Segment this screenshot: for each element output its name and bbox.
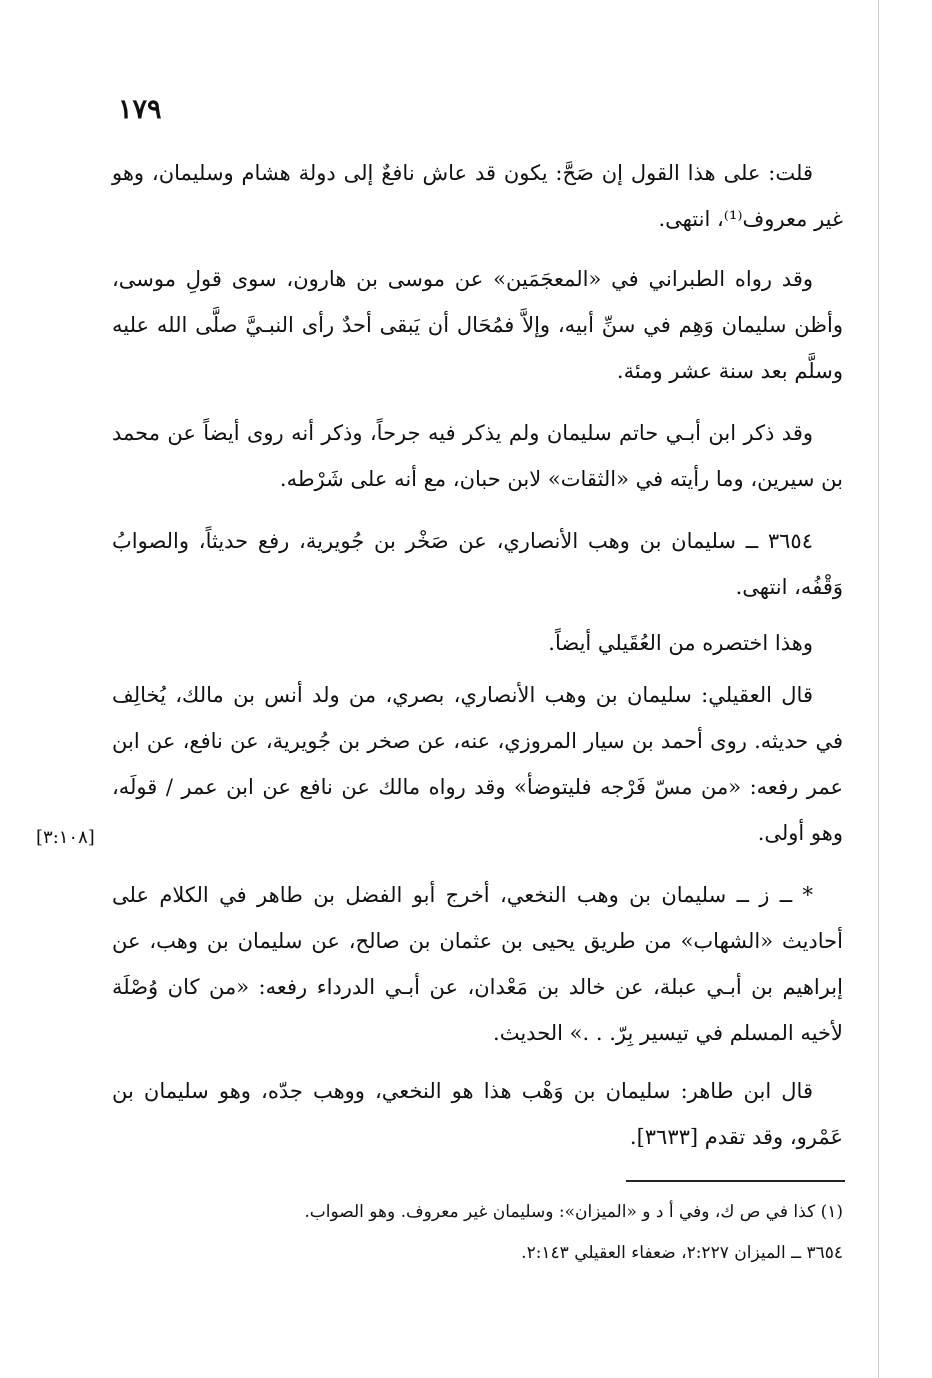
body-paragraph-6 xyxy=(112,672,843,856)
margin-reference: [٣:١٠٨] xyxy=(36,827,95,848)
page-edge-line xyxy=(878,0,879,1378)
paragraph-text: ٣٦٥٤ ــ سليمان بن وهب الأنصاري، عن صَخْر بن جُويرية، رفع حديثاً، والصوابُ وَقْفُه، انتهى. xyxy=(112,529,843,599)
paragraph-text: وقد رواه الطبراني في «المعجَمَين» عن موسى بن هارون، سوى قولِ موسى، وأظن سليمان وَهِم في سنِّ أبيه، وإلاَّ فمُحَال أن يَبقى أحدٌ رأى النبـيَّ صلَّى الله عليه وسلَّم بعد سنة عشر ومئة. xyxy=(112,267,843,383)
entry-3654 xyxy=(112,518,843,610)
body-paragraph-8 xyxy=(112,1068,843,1160)
body-paragraph-5 xyxy=(112,620,843,666)
page-number: ١٧٩ xyxy=(118,94,162,125)
footnote-separator xyxy=(626,1180,845,1182)
footnote-2: ٣٦٥٤ ــ الميزان ٢:٢٢٧، ضعفاء العقيلي ٢:١٤٣. xyxy=(521,1243,843,1263)
entry-addition xyxy=(112,872,843,1056)
body-paragraph-1 xyxy=(112,150,843,242)
paragraph-text: وقد ذكر ابن أبـي حاتم سليمان ولم يذكر فيه جرحاً، وذكر أنه روى أيضاً عن محمد بن سيرين، وما رأيته في «الثقات» لابن حبان، مع أنه على شَرْطه. xyxy=(112,421,843,491)
paragraph-text: * ــ ز ــ سليمان بن وهب النخعي، أخرج أبو الفضل بن طاهر في الكلام على أحاديث «الشهاب» من طريق يحيى بن عثمان بن صالح، عن سليمان بن وهب، عن إبراهيم بن أبـي عبلة، عن خالد بن مَعْدان، عن أبـي الدرداء رفعه: «من كان وُصْلَة لأخيه المسلم في تيسير بِرّ. . .» الحديث. xyxy=(112,883,843,1045)
paragraph-text: قال العقيلي: سليمان بن وهب الأنصاري، بصري، من ولد أنس بن مالك، يُخالِف في حديثه. روى أحمد بن سيار المروزي، عنه، عن صخر بن جُويرية، عن نافع، عن ابن عمر رفعه: «من مسّ فَرْجه فليتوضأ» وقد رواه مالك عن نافع عن ابن عمر / قولَه، وهو أولى. xyxy=(112,683,843,845)
paragraph-text: وهذا اختصره من العُقَيلي أيضاً. xyxy=(548,631,813,655)
body-paragraph-2 xyxy=(112,256,843,394)
paragraph-text: قلت: على هذا القول إن صَحَّ: يكون قد عاش نافعٌ إلى دولة هشام وسليمان، وهو غير معروف⁽¹⁾، انتهى. xyxy=(112,161,843,231)
paragraph-text: قال ابن طاهر: سليمان بن وَهْب هذا هو النخعي، ووهب جدّه، وهو سليمان بن عَمْرو، وقد تقدم [٣٦٣٣]. xyxy=(112,1079,843,1149)
footnote-1: (١) كذا في ص ك، وفي أ د و «الميزان»: وسليمان غير معروف. وهو الصواب. xyxy=(304,1202,843,1222)
body-paragraph-3 xyxy=(112,410,843,502)
